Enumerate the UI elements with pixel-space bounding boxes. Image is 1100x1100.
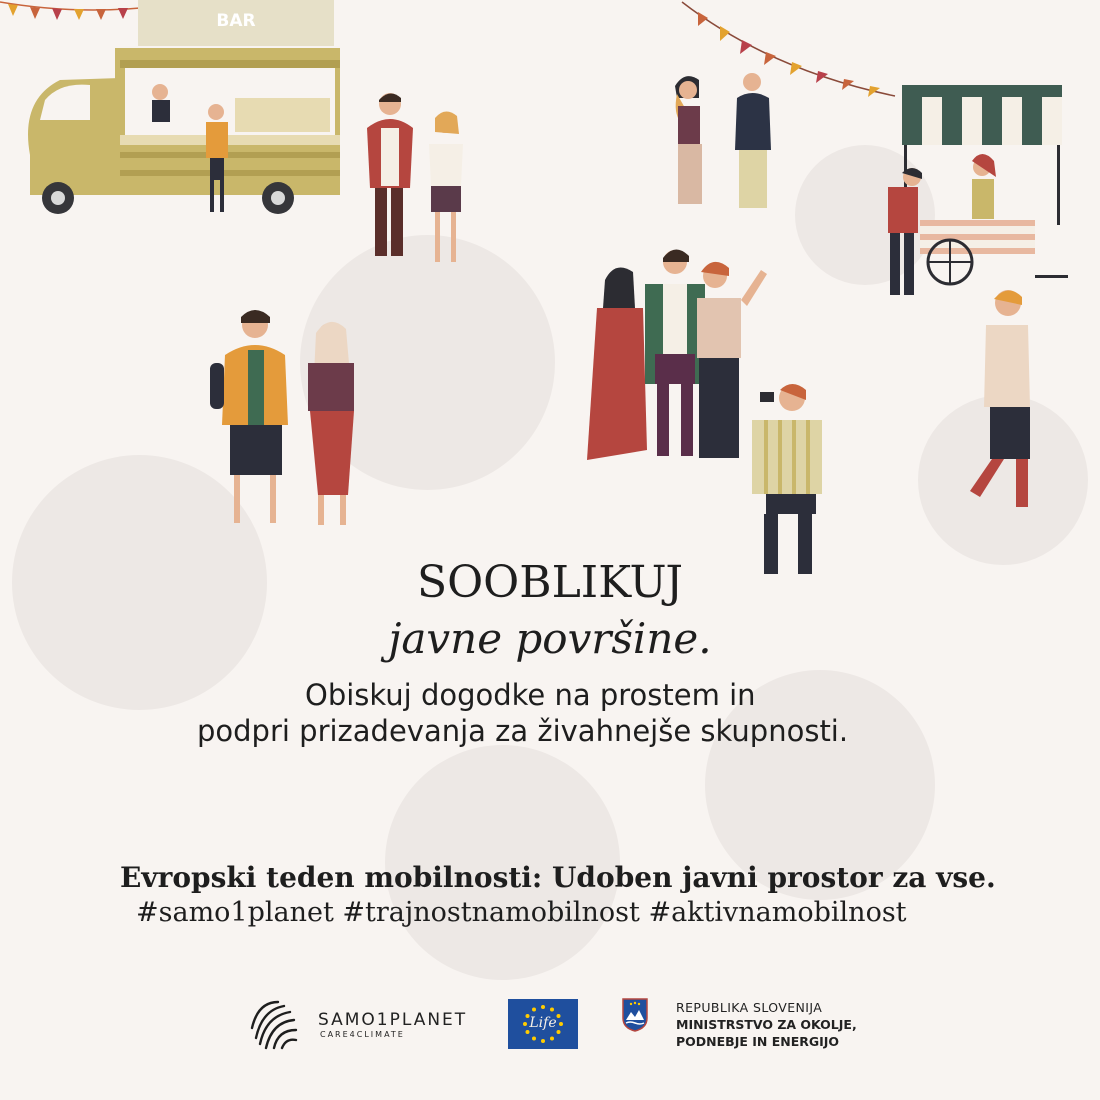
pair-talking-illustration (665, 68, 785, 218)
samo1planet-name: SAMO1PLANET (318, 1010, 468, 1030)
subheadline: javne površine. (388, 614, 712, 663)
hashtags: #samo1planet #trajnostnamobilnost #aktivnamobilnost (136, 897, 907, 928)
bunting-left (0, 0, 140, 22)
body-line-1: Obiskuj dogodke na prostem in (305, 678, 756, 712)
campaign-title: Evropski teden mobilnosti: Udoben javni prostor za vse. (120, 861, 996, 894)
ministry-line-1: REPUBLIKA SLOVENIJA (676, 1000, 823, 1015)
ministry-line-3: PODNEBJE IN ENERGIJO (676, 1034, 840, 1049)
ministry-line-2: MINISTRSTVO ZA OKOLJE, (676, 1017, 857, 1032)
samo1planet-tagline: CARE4CLIMATE (320, 1030, 405, 1039)
life-label: Life (529, 1015, 557, 1031)
couple-walking-illustration (355, 88, 475, 268)
market-stand-illustration (880, 85, 1070, 300)
eu-life-logo (508, 999, 578, 1049)
food-truck-illustration (20, 40, 350, 215)
slovenia-coat-of-arms-icon (622, 998, 648, 1032)
walking-man-illustration (960, 285, 1040, 515)
body-line-2: podpri prizadevanja za živahnejše skupnosti. (197, 714, 849, 748)
headline: SOOBLIKUJ (416, 557, 684, 608)
truck-sign: BAR (138, 0, 334, 46)
photographer-illustration (740, 378, 830, 578)
samo1planet-fingerprint-icon (248, 998, 300, 1050)
couple-holding-hands-illustration (210, 305, 380, 535)
